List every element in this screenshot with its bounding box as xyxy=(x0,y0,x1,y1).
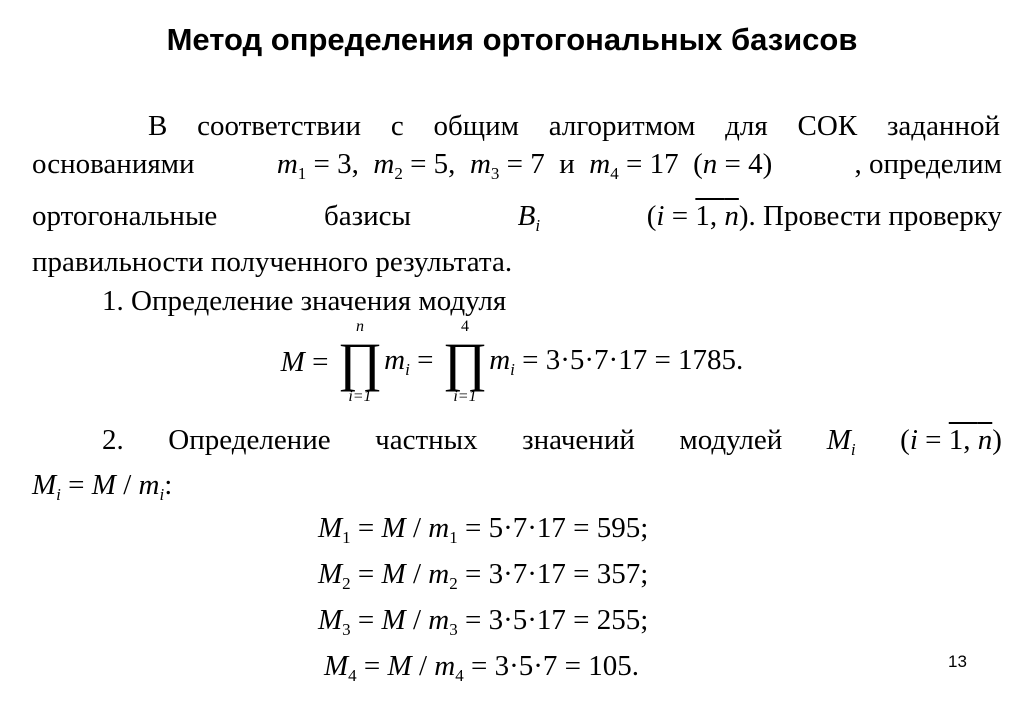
para1-line2-end: , определим xyxy=(854,148,1002,180)
step1-heading: 1. Определение значения модуля xyxy=(102,285,507,317)
partial-modulus-definition: $M_i = M / m_i$: xyxy=(32,469,173,504)
modulus-formula: M = n ∏ i=1 $m_i$ = 4 ∏ i=1 $m_i = 3\cdot 5\cdot 7\cdot 17 = 1785$. xyxy=(280,318,744,405)
para1-line3 xyxy=(32,198,1002,244)
partial-modulus-symbol: $M_i$ xyxy=(826,424,856,459)
basis-symbol: $B_i$ xyxy=(517,200,541,235)
step2-heading: 2. Определение частных значений модулей $M_i$ (i = 1, n) xyxy=(102,422,1002,468)
para1-word-ortogonalnye: ортогональные xyxy=(32,200,218,232)
m-equation-3: $M_3 = M / m_3 = 3\cdot 5\cdot 17 = 255$; xyxy=(318,604,649,639)
basis-range: (i = 1, n). Провести проверку xyxy=(646,200,1002,232)
para1-word-osnovaniyami: основаниями xyxy=(32,148,195,180)
page-number: 13 xyxy=(948,652,967,671)
product-symbol-2: 4 ∏ i=1 xyxy=(442,318,488,405)
product-symbol-1: n ∏ i=1 xyxy=(337,318,383,405)
para1-line1: В соответствии с общим алгоритмом для СОК заданной xyxy=(148,110,1000,142)
slide-title: Метод определения ортогональных базисов xyxy=(166,22,858,57)
moduli-list: $m_1 = 3$, $m_2 = 5$, $m_3 = 7$ и $m_4 = 17$ (n = 4) xyxy=(276,148,773,183)
para1-word-bazisy: базисы xyxy=(323,200,411,232)
m-equation-2: $M_2 = M / m_2 = 3\cdot 7\cdot 17 = 357$; xyxy=(318,558,649,593)
m-equation-4: $M_4 = M / m_4 = 3\cdot 5\cdot 7 = 105$. xyxy=(324,650,639,685)
partial-range: (i = 1, n) xyxy=(900,424,1002,456)
para1-line2 xyxy=(32,146,1002,192)
m-equation-1: $M_1 = M / m_1 = 5\cdot 7\cdot 17 = 595$; xyxy=(318,512,649,547)
para1-line4: правильности полученного результата. xyxy=(32,246,513,278)
